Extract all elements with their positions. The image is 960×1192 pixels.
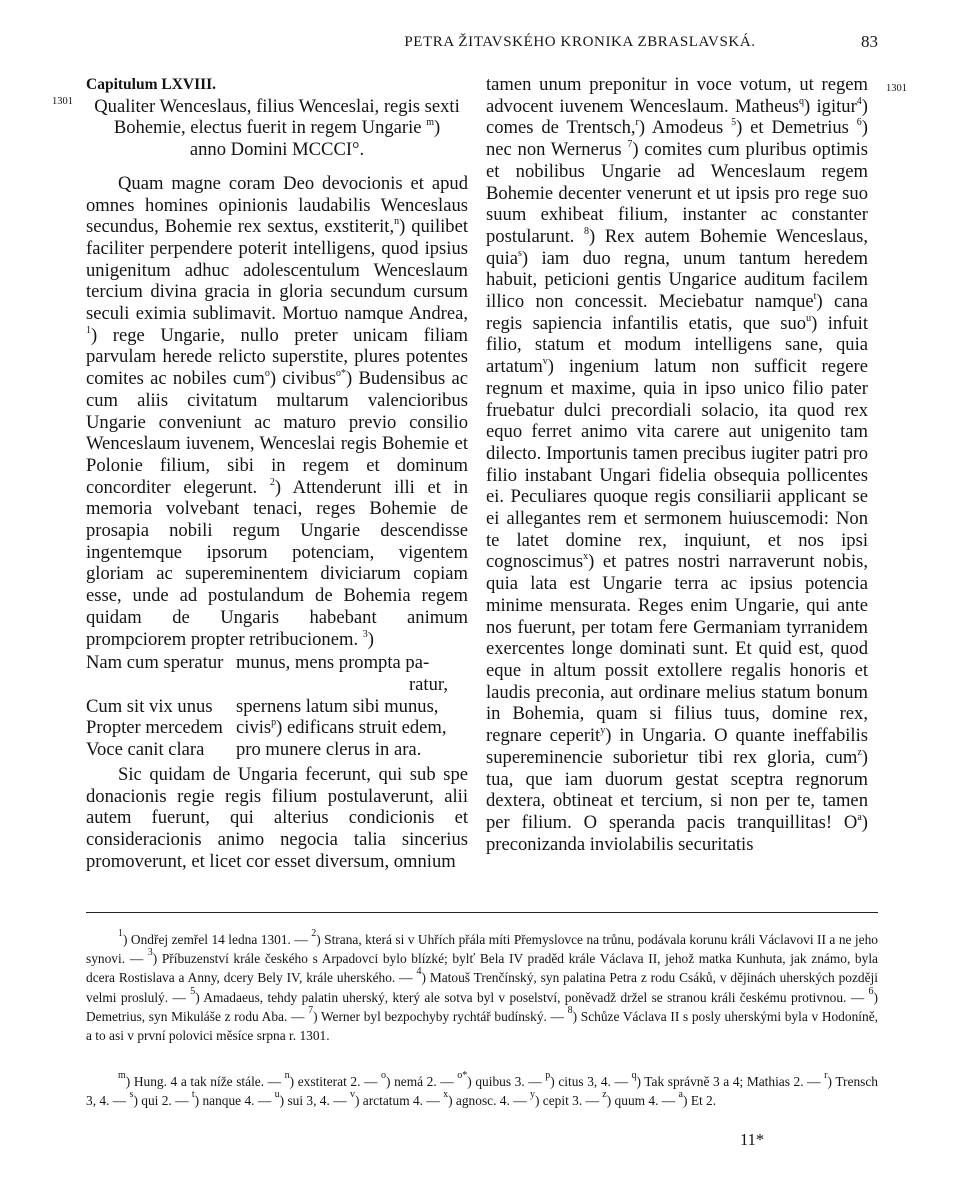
verse-line-1-cont: ratur, [408, 673, 448, 695]
variant-o-star: $^{o*}$) quibus 3. — [457, 1070, 542, 1089]
footnote-7: $^7$) Werner byl bezpochyby rychtář budínský. — [308, 1004, 564, 1024]
variant-m: $^m$) Hung. 4 a tak níže stále. — [118, 1070, 282, 1089]
variant-t: $^t$) nanque 4. — [191, 1089, 272, 1109]
footnote-divider [86, 912, 878, 913]
variant-s: $^s$) qui 2. — [129, 1089, 189, 1109]
variant-z: $^z$) quum 4. — [602, 1089, 676, 1109]
footnote-5: $^5$) Amadaeus, tehdy palatin uherský, který ale sotva byl v poselství, poněvadž držel se stranou králi českému protivnou. — [190, 985, 865, 1005]
variant-a: $^a$) Et 2. [678, 1089, 717, 1109]
footnote-8: $^8$) Schůze Václava II s posly uherskými byla v Hodoníně, a to asi v první polovici měsíce srpna r. 1301. [86, 1004, 878, 1044]
left-column [86, 74, 468, 872]
footnote-3: $^3$) Příbuzenství krále českého s Arpadovci bylo blízké; bylť Bela IV praděd krále Václava II, jehož matka Kunhuta, jak známo, byla dcera Rostislava a Anny, dcery Bely IV, krále uherského. — [86, 947, 878, 986]
verse-line-2: Cum sit vix unus spernens latum sibi munus, [86, 695, 439, 717]
variant-q: $^q$) Tak správně 3 a 4; Mathias 2. — [631, 1070, 821, 1089]
margin-year-right: 1301 [886, 83, 907, 94]
page-number: 83 [861, 32, 878, 51]
variant-r: $^r$) Trensch 3, 4. — [86, 1070, 878, 1109]
footnote-4: $^4$) Matouš Trenčínský, syn palatina Petra z rodu Csáků, v dějinách uherských později velmi proslulý. — [86, 966, 878, 1005]
variant-mark: m [426, 117, 434, 129]
footnote-2: $^2$) Strana, která si v Uhřích přála míti Přemyslovce na trůnu, podávala korunu králi Václavovi II a ne jeho synovi. — [86, 928, 878, 967]
verse-line-4: Voce canit clara pro munere clerus in ara. [86, 739, 422, 761]
right-column [486, 74, 868, 855]
variant-p: $^p$) citus 3, 4. — [545, 1070, 628, 1089]
verse-line-1: Nam cum speratur munus, mens prompta pa- [86, 652, 430, 674]
verse-block [86, 652, 468, 761]
margin-year-left: 1301 [52, 96, 73, 107]
variant-v: $^v$) arctatum 4. — [349, 1089, 440, 1109]
footnotes-historical [86, 930, 878, 1045]
chapter-title: Capitulum LXVIII. [86, 76, 217, 93]
variant-y: $^y$) cepit 3. — [529, 1089, 599, 1109]
paragraph-1: Quam magne coram Deo devocionis et apud omnes homines opinionis laudabilis Wenceslaus secundus, Bohemie rex sextus, exstiterit,$^n$) quilibet faciliter perpendere poterit intelligens, quod ipsius unigenitum adhuc adolescentulum Wenceslaum tercium divina gracia in gloria secundum cursum seculi eximia sublimavit. Mortuo namque Andrea, $^1$) rege Ungarie, nullo preter unicam filiam parvulam herede relicto superstite, plures potentes comites ac nobiles cum$^o$) civibus$^{o*}$) Budensibus ac cum aliis civitatum multarum valencioribus Ungarie conveniunt ac maturo previo consilio Wenceslaum iuvenem, Wenceslai regis Bohemie et Polonie filium, sibi in regem et dominum concorditer elegerunt. $^2$) Attenderunt illi et in memoria volvebant tenaci, reges Bohemie de prosapia nobili regum Ungarie descendisse ingentemque ipsorum potenciam, vigentem gloriam ac supereminentem diviciarum copiam esse, unde ad postulandum de Bohemia regem quidam de Ungaris habebant animum prompciorem propter retribucionem. $^3$) [86, 172, 469, 650]
verse-line-3: Propter mercedem civis$^p$) edificans struit edem, [86, 717, 447, 739]
variant-o: $^o$) nemá 2. — [381, 1070, 454, 1089]
footnote-1: $^1$) Ondřej zemřel 14 ledna 1301. — [118, 928, 308, 947]
chapter-heading-line-3: anno Domini MCCCI°. [189, 139, 365, 161]
variant-u: $^u$) sui 3, 4. — [274, 1089, 347, 1109]
variant-x: $^x$) agnosc. 4. — [443, 1089, 527, 1109]
paragraph-3: tamen unum preponitur in voce votum, ut regem advocent iuvenem Wenceslaum. Matheus$^q$) igitur$^4$) comes de Trentsch,$^r$) Amodeus $^5$) et Demetrius $^6$) nec non Wernerus $^7$) comites cum pluribus optimis et nobilibus Ungarie ad Wenceslaum regem Bohemie decenter venerunt et ut ipsis pro rege suo suum exhibeat filium, instanter ac constanter postularunt. $^8$) Rex autem Bohemie Wenceslaus, quia$^s$) iam duo regna, unum tantum heredem habuit, peticioni gentis Ungarice auditum facilem illico non concessit. Meciebatur namque$^t$) cana regis sapiencia infantilis etatis, que suo$^u$) infuit filio, statum et modum intelligens sane, quia artatum$^v$) ingenium latum non sufficit regere regnum et maxime, quia in ipso unico filio pater fruebatur dulci precordiali solacio, ita quod rex equo ferret animo vita carere aut unigenito tam dilecto. Importunis tamen precibus iugiter patri pro filio instabant Ungari fidelia obsequia pollicentes ei. Peculiares quoque regis consiliarii applicant se ei allegantes rem et sermonem huiuscemodi: Non te latet domine rex, inquiunt, et nos ipsi cognoscimus$^x$) et patres nostri narraverunt nobis, quia lata est Ungarie terra ac ipsius potencia minime mensurata. Reges enim Ungarie, qui ante nos fuerunt, per totam fere Germaniam tyrranidem exercentes longe dominati sunt. Et quid est, quod eque in altum possit extollere regalis honoris et laudis preconia, aut ordinare melius statum bonum in Bohemia, quam si filius tuus, domine rex, regnare ceperit$^y$) in Ungaria. O quante ineffabilis supereminencie suborietur tibi rex gloria, cum$^z$) tua, que iam duorum gestat sceptra regnorum dextera, obtineat et tercium, si non per te, tamen per filium. O speranda pacis tranquillitas! $O^a$) preconizanda inviolabilis securitatis [486, 74, 869, 855]
footnote-6: $^6$) Demetrius, syn Mikuláše z rodu Aba. — [86, 985, 878, 1024]
variant-n: $^n$) exstiterat 2. — [284, 1070, 378, 1089]
footnotes-variants [86, 1072, 878, 1110]
chapter-heading-line-1: Qualiter Wenceslaus, filius Wenceslai, regis sexti [94, 95, 460, 117]
chapter-heading-line-2: Bohemie, electus fuerit in regem Ungarie $^m$) [113, 117, 441, 139]
signature-mark: 11* [740, 1130, 765, 1149]
paragraph-2: Sic quidam de Ungaria fecerunt, qui sub spe donacionis regie regis filium postulaverunt, alii autem fuerunt, qui alterius condicionis et consideracionis animo negocia talia sincerius promoverunt, et licet cor esset diversum, omnium [86, 763, 468, 872]
running-title: PETRA ŽITAVSKÉHO KRONIKA ZBRASLAVSKÁ. [404, 34, 756, 50]
